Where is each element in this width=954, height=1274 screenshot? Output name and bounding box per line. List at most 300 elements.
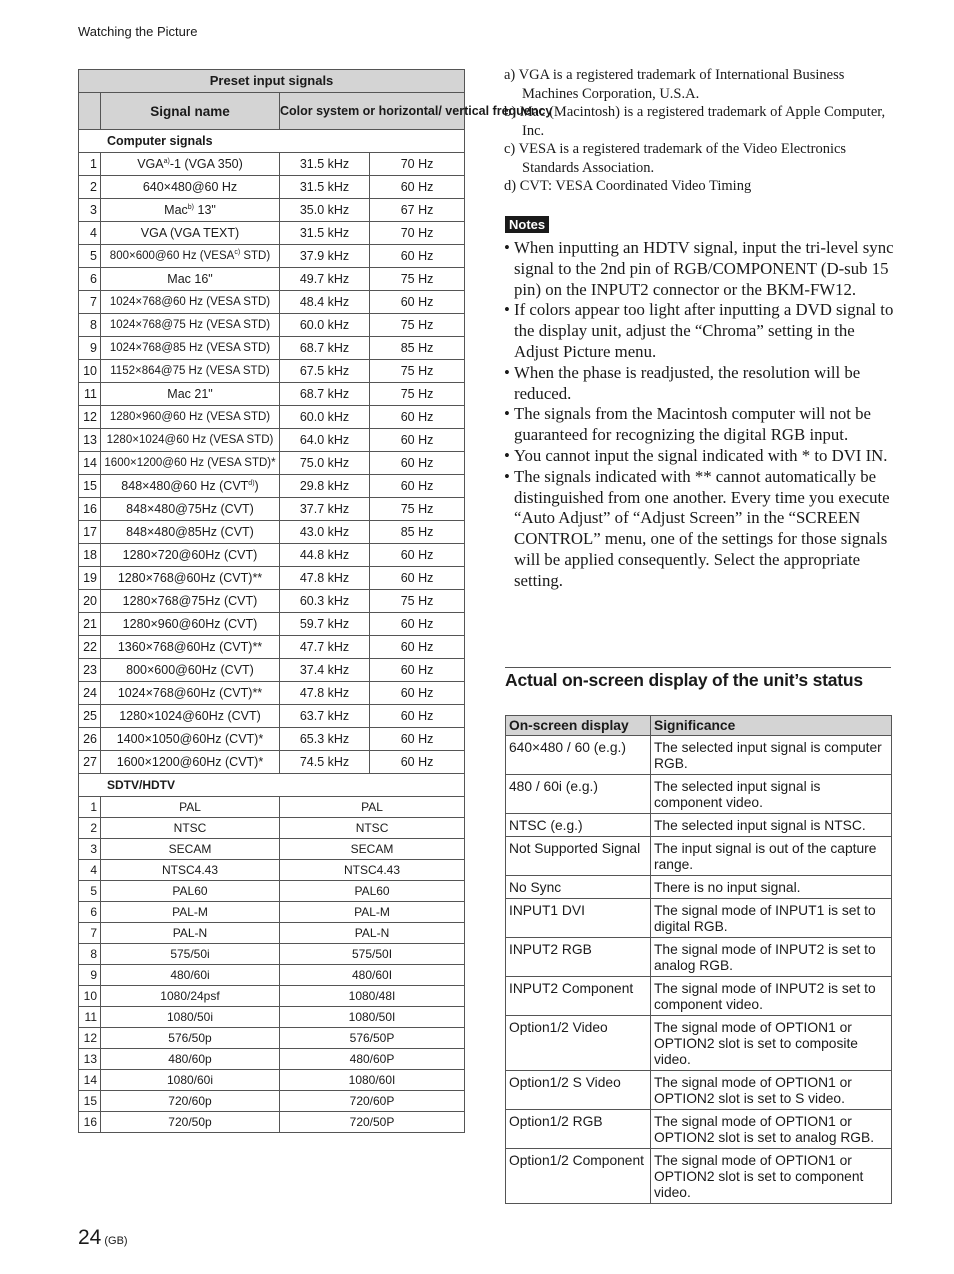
- table-row: [506, 775, 892, 814]
- signal-name-text: 1600×1200@60Hz (CVT)*: [116, 755, 264, 769]
- signal-name-text: 1400×1050@60Hz (CVT)*: [116, 732, 264, 746]
- footnote: c) VESA is a registered trademark of the Video Electronics Standards Association.: [504, 141, 847, 176]
- signal-name-text: 1280×720@60Hz (CVT): [122, 548, 258, 562]
- table-row: [79, 860, 465, 881]
- osd-display: Option1/2 Video: [506, 1016, 651, 1071]
- horizontal-frequency: 31.5 kHz: [280, 222, 370, 245]
- table-row: [79, 636, 465, 659]
- osd-significance: The signal mode of INPUT1 is set to digital RGB.: [651, 899, 892, 938]
- horizontal-frequency: 60.0 kHz: [280, 406, 370, 429]
- vertical-frequency: 60 Hz: [370, 751, 465, 774]
- signal-name-text: 848×480@85Hz (CVT): [126, 525, 254, 539]
- table-row: [79, 797, 465, 818]
- row-number: 27: [79, 751, 101, 774]
- footnote: d) CVT: VESA Coordinated Video Timing: [504, 178, 752, 194]
- signal-name: 480/60i: [101, 965, 280, 986]
- row-number: 6: [79, 268, 101, 291]
- vertical-frequency: 70 Hz: [370, 222, 465, 245]
- signal-name-text: 1280×1024@60Hz (CVT): [119, 709, 261, 723]
- table-row: [79, 1070, 465, 1091]
- signal-name: 480/60p: [101, 1049, 280, 1070]
- horizontal-frequency: 63.7 kHz: [280, 705, 370, 728]
- vertical-frequency: 60 Hz: [370, 429, 465, 452]
- signal-name-text: 1024×768@75 Hz (VESA STD): [109, 319, 271, 331]
- note-text: You cannot input the signal indicated with * to DVI IN.: [514, 445, 888, 465]
- signal-name: [101, 498, 280, 521]
- note-item: [504, 300, 896, 362]
- running-head: Watching the Picture: [78, 24, 198, 39]
- horizontal-frequency: 49.7 kHz: [280, 268, 370, 291]
- signal-name: [101, 659, 280, 682]
- signal-name-text: Mac 16": [167, 272, 213, 286]
- table-row: [79, 360, 465, 383]
- table-row: [79, 1112, 465, 1133]
- osd-significance: There is no input signal.: [651, 876, 892, 899]
- horizontal-frequency: 47.8 kHz: [280, 567, 370, 590]
- signal-name: 575/50i: [101, 944, 280, 965]
- table-row: [506, 938, 892, 977]
- osd-significance: The signal mode of OPTION1 or OPTION2 slot is set to S video.: [651, 1071, 892, 1110]
- vertical-frequency: 75 Hz: [370, 498, 465, 521]
- signal-name: 720/50p: [101, 1112, 280, 1133]
- table-row: [506, 736, 892, 775]
- row-number: 9: [79, 965, 101, 986]
- row-number: 26: [79, 728, 101, 751]
- table-row: [506, 1016, 892, 1071]
- osd-display: Option1/2 RGB: [506, 1110, 651, 1149]
- table-row: [79, 986, 465, 1007]
- table-row: [79, 1049, 465, 1070]
- signal-name: 1080/24psf: [101, 986, 280, 1007]
- signal-name-text: 1600×1200@60 Hz (VESA STD)*: [104, 457, 276, 469]
- header-number-cell: [79, 93, 101, 130]
- table-row: [79, 1028, 465, 1049]
- table-row: [79, 314, 465, 337]
- footnote-marker: d): [248, 479, 255, 487]
- table-row: [79, 475, 465, 498]
- table-row: [79, 153, 465, 176]
- preset-table-title: Preset input signals: [79, 70, 465, 93]
- signal-name-text: 848×480@60 Hz (CVT: [121, 479, 249, 493]
- table-row: [79, 498, 465, 521]
- signal-name: [101, 475, 280, 498]
- vertical-frequency: 75 Hz: [370, 360, 465, 383]
- osd-display: NTSC (e.g.): [506, 814, 651, 837]
- row-number: 8: [79, 314, 101, 337]
- signal-name-tail: STD): [240, 250, 271, 262]
- footnote-marker: b): [187, 203, 195, 211]
- signal-name: [101, 383, 280, 406]
- horizontal-frequency: 37.4 kHz: [280, 659, 370, 682]
- signal-name: [101, 567, 280, 590]
- row-number: 4: [79, 860, 101, 881]
- vertical-frequency: 60 Hz: [370, 567, 465, 590]
- horizontal-frequency: 37.9 kHz: [280, 245, 370, 268]
- section-label-computer: Computer signals: [79, 130, 465, 153]
- osd-display: Not Supported Signal: [506, 837, 651, 876]
- signal-name: [101, 176, 280, 199]
- osd-display: 640×480 / 60 (e.g.): [506, 736, 651, 775]
- note-item: [504, 238, 896, 300]
- signal-name: [101, 199, 280, 222]
- row-number: 15: [79, 475, 101, 498]
- section-label-sdtv: SDTV/HDTV: [79, 774, 465, 797]
- table-row: [79, 682, 465, 705]
- table-row: [79, 544, 465, 567]
- row-number: 23: [79, 659, 101, 682]
- horizontal-frequency: 31.5 kHz: [280, 153, 370, 176]
- row-number: 18: [79, 544, 101, 567]
- table-row: [79, 902, 465, 923]
- table-row: [79, 965, 465, 986]
- bullet-icon: •: [504, 362, 510, 382]
- horizontal-frequency: 47.8 kHz: [280, 682, 370, 705]
- color-system: NTSC4.43: [280, 860, 465, 881]
- signal-name: [101, 590, 280, 613]
- vertical-frequency: 60 Hz: [370, 682, 465, 705]
- signal-name: [101, 406, 280, 429]
- osd-display: Option1/2 S Video: [506, 1071, 651, 1110]
- table-row: [79, 383, 465, 406]
- row-number: 6: [79, 902, 101, 923]
- page-number-value: 24: [78, 1226, 102, 1249]
- row-number: 14: [79, 452, 101, 475]
- osd-significance: The selected input signal is component video.: [651, 775, 892, 814]
- row-number: 9: [79, 337, 101, 360]
- row-number: 8: [79, 944, 101, 965]
- horizontal-frequency: 60.3 kHz: [280, 590, 370, 613]
- color-system: PAL-M: [280, 902, 465, 923]
- row-number: 13: [79, 1049, 101, 1070]
- table-row: [506, 1071, 892, 1110]
- footnote-marker: a): [163, 157, 170, 165]
- row-number: 1: [79, 797, 101, 818]
- section-row-sdtv: [79, 774, 465, 797]
- signal-name-text: Mac: [164, 203, 188, 217]
- osd-display: Option1/2 Component: [506, 1149, 651, 1204]
- vertical-frequency: 75 Hz: [370, 590, 465, 613]
- row-number: 3: [79, 199, 101, 222]
- osd-significance: The selected input signal is NTSC.: [651, 814, 892, 837]
- signal-name-tail: ): [254, 479, 259, 493]
- row-number: 20: [79, 590, 101, 613]
- osd-significance: The signal mode of OPTION1 or OPTION2 slot is set to component video.: [651, 1149, 892, 1204]
- row-number: 15: [79, 1091, 101, 1112]
- vertical-frequency: 60 Hz: [370, 613, 465, 636]
- signal-name-text: 1280×960@60Hz (CVT): [122, 617, 258, 631]
- vertical-frequency: 75 Hz: [370, 314, 465, 337]
- row-number: 10: [79, 986, 101, 1007]
- row-number: 14: [79, 1070, 101, 1091]
- signal-name-text: 1024×768@85 Hz (VESA STD): [109, 342, 271, 354]
- table-row: [79, 590, 465, 613]
- table-row: [79, 222, 465, 245]
- color-system: 1080/60I: [280, 1070, 465, 1091]
- table-row: [506, 1149, 892, 1204]
- notes-list: [504, 238, 896, 592]
- bullet-icon: •: [504, 300, 510, 320]
- row-number: 2: [79, 818, 101, 839]
- osd-display: INPUT1 DVI: [506, 899, 651, 938]
- bullet-icon: •: [504, 445, 510, 465]
- bullet-icon: •: [504, 404, 510, 424]
- bullet-icon: •: [504, 238, 510, 257]
- preset-table-title-row: [79, 70, 465, 93]
- signal-name-tail: -1 (VGA 350): [169, 157, 243, 171]
- footnotes: [504, 66, 894, 196]
- page-number: [78, 1226, 128, 1250]
- signal-name: [101, 613, 280, 636]
- horizontal-frequency: 64.0 kHz: [280, 429, 370, 452]
- note-item: [504, 446, 896, 467]
- color-system: SECAM: [280, 839, 465, 860]
- signal-name: [101, 222, 280, 245]
- horizontal-frequency: 43.0 kHz: [280, 521, 370, 544]
- signal-name-text: 1152×864@75 Hz (VESA STD): [110, 365, 270, 377]
- vertical-frequency: 70 Hz: [370, 153, 465, 176]
- vertical-frequency: 75 Hz: [370, 383, 465, 406]
- signal-name-text: 848×480@75Hz (CVT): [126, 502, 254, 516]
- row-number: 10: [79, 360, 101, 383]
- note-text: The signals from the Macintosh computer will not be guaranteed for recognizing the digital RGB input.: [514, 404, 871, 445]
- header-color-system: Color system or horizontal/ vertical frequency: [280, 93, 465, 130]
- row-number: 12: [79, 406, 101, 429]
- table-row: [506, 837, 892, 876]
- color-system: NTSC: [280, 818, 465, 839]
- table-row: [79, 728, 465, 751]
- note-text: If colors appear too light after inputting a DVD signal to the display unit, adjust the “Chroma” setting in the Adjust Picture menu.: [514, 300, 894, 361]
- table-row: [506, 1110, 892, 1149]
- row-number: 12: [79, 1028, 101, 1049]
- signal-name: [101, 153, 280, 176]
- signal-name-text: VGA: [137, 157, 164, 171]
- signal-name: [101, 751, 280, 774]
- signal-name: [101, 452, 280, 475]
- horizontal-frequency: 75.0 kHz: [280, 452, 370, 475]
- color-system: PAL60: [280, 881, 465, 902]
- vertical-frequency: 60 Hz: [370, 176, 465, 199]
- table-row: [79, 406, 465, 429]
- row-number: 22: [79, 636, 101, 659]
- signal-name-text: 640×480@60 Hz: [142, 180, 238, 194]
- row-number: 4: [79, 222, 101, 245]
- vertical-frequency: 85 Hz: [370, 337, 465, 360]
- color-system: PAL-N: [280, 923, 465, 944]
- signal-name: [101, 245, 280, 268]
- row-number: 19: [79, 567, 101, 590]
- osd-significance: The selected input signal is computer RGB.: [651, 736, 892, 775]
- signal-name-text: 1360×768@60Hz (CVT)**: [117, 640, 263, 654]
- row-number: 3: [79, 839, 101, 860]
- signal-name: NTSC4.43: [101, 860, 280, 881]
- signal-name: 576/50p: [101, 1028, 280, 1049]
- footnote: b) Mac (Macintosh) is a registered trademark of Apple Computer, Inc.: [504, 104, 886, 139]
- preset-table-header-row: [79, 93, 465, 130]
- signal-name-text: 800×600@60Hz (CVT): [126, 663, 254, 677]
- table-row: [79, 176, 465, 199]
- vertical-frequency: 60 Hz: [370, 452, 465, 475]
- horizontal-frequency: 74.5 kHz: [280, 751, 370, 774]
- table-row: [506, 814, 892, 837]
- signal-name: [101, 636, 280, 659]
- vertical-frequency: 60 Hz: [370, 475, 465, 498]
- table-row: [79, 923, 465, 944]
- page-number-suffix: (GB): [104, 1235, 128, 1247]
- osd-significance: The signal mode of INPUT2 is set to analog RGB.: [651, 938, 892, 977]
- table-row: [506, 977, 892, 1016]
- row-number: 11: [79, 383, 101, 406]
- color-system: 576/50P: [280, 1028, 465, 1049]
- signal-name: 1080/50i: [101, 1007, 280, 1028]
- horizontal-frequency: 59.7 kHz: [280, 613, 370, 636]
- signal-name: [101, 268, 280, 291]
- vertical-frequency: 60 Hz: [370, 728, 465, 751]
- color-system: PAL: [280, 797, 465, 818]
- vertical-frequency: 60 Hz: [370, 291, 465, 314]
- table-row: [79, 1007, 465, 1028]
- table-row: [79, 452, 465, 475]
- signal-name-text: 800×600@60 Hz (VESA: [109, 250, 235, 262]
- horizontal-frequency: 65.3 kHz: [280, 728, 370, 751]
- note-text: When the phase is readjusted, the resolution will be reduced.: [514, 362, 861, 403]
- signal-name: [101, 544, 280, 567]
- bullet-icon: •: [504, 466, 510, 486]
- table-row: [79, 268, 465, 291]
- table-row: [506, 876, 892, 899]
- table-row: [79, 521, 465, 544]
- note-item: [504, 404, 896, 446]
- row-number: 17: [79, 521, 101, 544]
- footnote-marker: c): [234, 249, 241, 257]
- horizontal-frequency: 31.5 kHz: [280, 176, 370, 199]
- row-number: 5: [79, 245, 101, 268]
- signal-name: PAL-M: [101, 902, 280, 923]
- signal-name: [101, 337, 280, 360]
- signal-name: [101, 705, 280, 728]
- color-system: 480/60I: [280, 965, 465, 986]
- signal-name: 720/60p: [101, 1091, 280, 1112]
- row-number: 13: [79, 429, 101, 452]
- horizontal-frequency: 68.7 kHz: [280, 337, 370, 360]
- osd-header-row: [506, 716, 892, 736]
- horizontal-frequency: 35.0 kHz: [280, 199, 370, 222]
- table-row: [79, 199, 465, 222]
- vertical-frequency: 60 Hz: [370, 406, 465, 429]
- row-number: 7: [79, 923, 101, 944]
- row-number: 5: [79, 881, 101, 902]
- row-number: 11: [79, 1007, 101, 1028]
- signal-name: [101, 521, 280, 544]
- row-number: 1: [79, 153, 101, 176]
- table-row: [79, 944, 465, 965]
- row-number: 7: [79, 291, 101, 314]
- note-item: [504, 363, 896, 405]
- osd-display: INPUT2 RGB: [506, 938, 651, 977]
- signal-name: NTSC: [101, 818, 280, 839]
- horizontal-frequency: 44.8 kHz: [280, 544, 370, 567]
- notes-badge: Notes: [505, 216, 549, 233]
- horizontal-frequency: 29.8 kHz: [280, 475, 370, 498]
- note-text: The signals indicated with ** cannot automatically be distinguished from one another. Every time you execute “Auto Adjust” of “Adjust Screen” in the “SCREEN CONTROL” menu, one of the settings for those signals will be applied consequently. Select the appropriate setting.: [514, 466, 890, 590]
- color-system: 720/50P: [280, 1112, 465, 1133]
- color-system: 720/60P: [280, 1091, 465, 1112]
- signal-name: [101, 291, 280, 314]
- horizontal-frequency: 68.7 kHz: [280, 383, 370, 406]
- table-row: [79, 337, 465, 360]
- signal-name: PAL60: [101, 881, 280, 902]
- section-row-computer: [79, 130, 465, 153]
- horizontal-frequency: 67.5 kHz: [280, 360, 370, 383]
- row-number: 16: [79, 498, 101, 521]
- table-row: [79, 429, 465, 452]
- row-number: 21: [79, 613, 101, 636]
- vertical-frequency: 60 Hz: [370, 544, 465, 567]
- horizontal-frequency: 48.4 kHz: [280, 291, 370, 314]
- table-row: [79, 567, 465, 590]
- signal-name: [101, 728, 280, 751]
- signal-name: [101, 314, 280, 337]
- signal-name-tail: 13": [194, 203, 216, 217]
- horizontal-frequency: 60.0 kHz: [280, 314, 370, 337]
- osd-significance: The signal mode of INPUT2 is set to component video.: [651, 977, 892, 1016]
- table-row: [79, 818, 465, 839]
- signal-name: [101, 429, 280, 452]
- table-row: [506, 899, 892, 938]
- vertical-frequency: 60 Hz: [370, 705, 465, 728]
- signal-name-text: 1280×768@60Hz (CVT)**: [117, 571, 263, 585]
- signal-name-text: VGA (VGA TEXT): [140, 226, 240, 240]
- vertical-frequency: 67 Hz: [370, 199, 465, 222]
- on-screen-display-table: [505, 715, 892, 1204]
- signal-name-text: 1024×768@60 Hz (VESA STD): [109, 296, 271, 308]
- vertical-frequency: 60 Hz: [370, 659, 465, 682]
- osd-significance: The signal mode of OPTION1 or OPTION2 slot is set to analog RGB.: [651, 1110, 892, 1149]
- color-system: 1080/48I: [280, 986, 465, 1007]
- table-row: [79, 245, 465, 268]
- signal-name-text: 1280×960@60 Hz (VESA STD): [109, 411, 271, 423]
- section-title: Actual on-screen display of the unit’s status: [505, 670, 863, 690]
- row-number: 25: [79, 705, 101, 728]
- table-row: [79, 291, 465, 314]
- row-number: 2: [79, 176, 101, 199]
- signal-name: 1080/60i: [101, 1070, 280, 1091]
- section-rule: [505, 667, 891, 668]
- table-row: [79, 881, 465, 902]
- table-row: [79, 839, 465, 860]
- signal-name-text: 1024×768@60Hz (CVT)**: [117, 686, 263, 700]
- osd-header-significance: Significance: [651, 716, 892, 736]
- signal-name-text: 1280×768@75Hz (CVT): [122, 594, 258, 608]
- horizontal-frequency: 47.7 kHz: [280, 636, 370, 659]
- signal-name: [101, 360, 280, 383]
- color-system: 1080/50I: [280, 1007, 465, 1028]
- vertical-frequency: 75 Hz: [370, 268, 465, 291]
- signal-name-text: Mac 21": [167, 387, 213, 401]
- osd-display: No Sync: [506, 876, 651, 899]
- table-row: [79, 613, 465, 636]
- table-row: [79, 659, 465, 682]
- signal-name: SECAM: [101, 839, 280, 860]
- signal-name-text: 1280×1024@60 Hz (VESA STD): [106, 434, 274, 446]
- footnote: a) VGA is a registered trademark of International Business Machines Corporation, U.S.A.: [504, 67, 845, 102]
- table-row: [79, 705, 465, 728]
- vertical-frequency: 60 Hz: [370, 245, 465, 268]
- color-system: 575/50I: [280, 944, 465, 965]
- table-row: [79, 751, 465, 774]
- horizontal-frequency: 37.7 kHz: [280, 498, 370, 521]
- osd-header-display: On-screen display: [506, 716, 651, 736]
- osd-display: INPUT2 Component: [506, 977, 651, 1016]
